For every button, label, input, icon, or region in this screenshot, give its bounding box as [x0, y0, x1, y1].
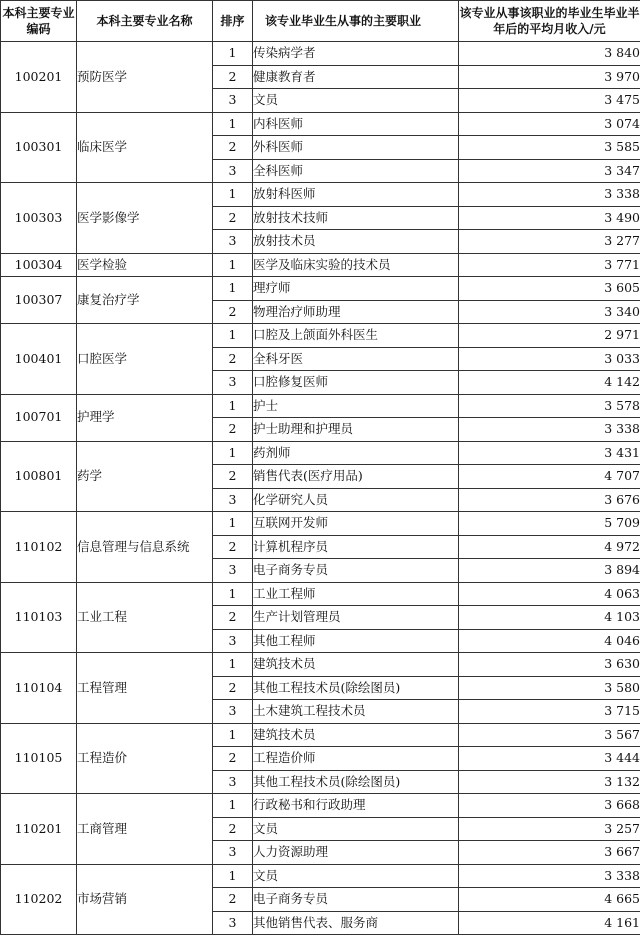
income-cell: 3 667: [459, 841, 640, 865]
major-code-cell: 100701: [1, 394, 77, 441]
rank-cell: 1: [213, 864, 253, 888]
rank-cell: 2: [213, 606, 253, 630]
occupation-cell: 健康教育者: [253, 65, 459, 89]
occupation-cell: 销售代表(医疗用品): [253, 465, 459, 489]
table-row: [1, 324, 640, 348]
rank-cell: 1: [213, 723, 253, 747]
occupation-cell: 工业工程师: [253, 582, 459, 606]
major-name-cell: 工业工程: [77, 582, 213, 653]
occupation-cell: 其他销售代表、服务商: [253, 911, 459, 935]
rank-cell: 2: [213, 136, 253, 160]
income-cell: 4 161: [459, 911, 640, 935]
rank-cell: 1: [213, 512, 253, 536]
occupation-cell: 建筑技术员: [253, 723, 459, 747]
major-code-cell: 100401: [1, 324, 77, 395]
income-cell: 4 142: [459, 371, 640, 395]
income-cell: 3 444: [459, 747, 640, 771]
income-cell: 3 347: [459, 159, 640, 183]
income-cell: 3 894: [459, 559, 640, 583]
income-cell: 3 475: [459, 89, 640, 113]
income-cell: 3 567: [459, 723, 640, 747]
table-row: [1, 794, 640, 818]
rank-cell: 2: [213, 65, 253, 89]
major-code-cell: 100303: [1, 183, 77, 254]
occupation-cell: 电子商务专员: [253, 559, 459, 583]
income-cell: 4 707: [459, 465, 640, 489]
header-occupation: 该专业毕业生从事的主要职业: [253, 1, 459, 42]
occupation-cell: 护士: [253, 394, 459, 418]
occupation-cell: 物理治疗师助理: [253, 300, 459, 324]
major-name-cell: 护理学: [77, 394, 213, 441]
occupation-cell: 互联网开发师: [253, 512, 459, 536]
rank-cell: 1: [213, 277, 253, 301]
rank-cell: 3: [213, 629, 253, 653]
major-name-cell: 市场营销: [77, 864, 213, 935]
rank-cell: 1: [213, 112, 253, 136]
rank-cell: 3: [213, 700, 253, 724]
rank-cell: 3: [213, 911, 253, 935]
major-name-cell: 工程造价: [77, 723, 213, 794]
occupation-cell: 生产计划管理员: [253, 606, 459, 630]
rank-cell: 3: [213, 159, 253, 183]
occupation-cell: 医学及临床实验的技术员: [253, 253, 459, 277]
table-body: [1, 42, 640, 935]
major-code-cell: 100301: [1, 112, 77, 183]
occupation-cell: 全科牙医: [253, 347, 459, 371]
rank-cell: 1: [213, 653, 253, 677]
header-rank: 排序: [213, 1, 253, 42]
major-name-cell: 医学检验: [77, 253, 213, 277]
occupation-cell: 行政秘书和行政助理: [253, 794, 459, 818]
rank-cell: 2: [213, 535, 253, 559]
rank-cell: 2: [213, 747, 253, 771]
income-cell: 3 771: [459, 253, 640, 277]
major-name-cell: 口腔医学: [77, 324, 213, 395]
rank-cell: 2: [213, 817, 253, 841]
major-code-cell: 110102: [1, 512, 77, 583]
major-name-cell: 工程管理: [77, 653, 213, 724]
table-row: [1, 512, 640, 536]
rank-cell: 3: [213, 89, 253, 113]
occupation-cell: 建筑技术员: [253, 653, 459, 677]
rank-cell: 1: [213, 441, 253, 465]
rank-cell: 2: [213, 676, 253, 700]
major-name-cell: 预防医学: [77, 42, 213, 113]
occupation-cell: 放射科医师: [253, 183, 459, 207]
table-row: [1, 183, 640, 207]
income-cell: 3 340: [459, 300, 640, 324]
income-cell: 3 132: [459, 770, 640, 794]
occupation-cell: 土木建筑工程技术员: [253, 700, 459, 724]
table-row: [1, 723, 640, 747]
occupation-cell: 其他工程技术员(除绘图员): [253, 770, 459, 794]
income-cell: 4 063: [459, 582, 640, 606]
table-row: [1, 394, 640, 418]
income-cell: 3 970: [459, 65, 640, 89]
occupation-cell: 内科医师: [253, 112, 459, 136]
occupation-cell: 放射技术员: [253, 230, 459, 254]
major-code-cell: 110202: [1, 864, 77, 935]
major-name-cell: 康复治疗学: [77, 277, 213, 324]
header-major-code: 本科主要专业编码: [1, 1, 77, 42]
occupation-cell: 其他工程技术员(除绘图员): [253, 676, 459, 700]
major-code-cell: 110201: [1, 794, 77, 865]
income-cell: 3 630: [459, 653, 640, 677]
table-row: [1, 112, 640, 136]
income-cell: 3 578: [459, 394, 640, 418]
income-cell: 3 668: [459, 794, 640, 818]
rank-cell: 3: [213, 230, 253, 254]
income-cell: 3 033: [459, 347, 640, 371]
rank-cell: 1: [213, 582, 253, 606]
major-code-cell: 110105: [1, 723, 77, 794]
occupation-cell: 护士助理和护理员: [253, 418, 459, 442]
header-income: 该专业从事该职业的毕业生毕业半年后的平均月收入/元: [459, 1, 640, 42]
occupation-cell: 文员: [253, 817, 459, 841]
major-name-cell: 药学: [77, 441, 213, 512]
occupation-cell: 口腔修复医师: [253, 371, 459, 395]
income-cell: 2 971: [459, 324, 640, 348]
rank-cell: 3: [213, 488, 253, 512]
occupation-cell: 理疗师: [253, 277, 459, 301]
table-row: [1, 653, 640, 677]
income-cell: 4 046: [459, 629, 640, 653]
table-row: [1, 441, 640, 465]
income-cell: 3 585: [459, 136, 640, 160]
occupation-cell: 计算机程序员: [253, 535, 459, 559]
rank-cell: 3: [213, 371, 253, 395]
major-code-cell: 100801: [1, 441, 77, 512]
major-code-cell: 100307: [1, 277, 77, 324]
income-cell: 3 338: [459, 864, 640, 888]
major-name-cell: 信息管理与信息系统: [77, 512, 213, 583]
income-cell: 4 972: [459, 535, 640, 559]
major-code-cell: 110104: [1, 653, 77, 724]
occupation-cell: 放射技术技师: [253, 206, 459, 230]
income-cell: 5 709: [459, 512, 640, 536]
income-cell: 3 605: [459, 277, 640, 301]
major-code-cell: 100201: [1, 42, 77, 113]
table-row: [1, 277, 640, 301]
occupation-cell: 人力资源助理: [253, 841, 459, 865]
header-major-name: 本科主要专业名称: [77, 1, 213, 42]
income-cell: 3 676: [459, 488, 640, 512]
income-cell: 3 257: [459, 817, 640, 841]
income-cell: 3 338: [459, 418, 640, 442]
income-cell: 3 338: [459, 183, 640, 207]
occupation-cell: 外科医师: [253, 136, 459, 160]
major-name-cell: 临床医学: [77, 112, 213, 183]
income-cell: 3 840: [459, 42, 640, 66]
table-row: [1, 42, 640, 66]
rank-cell: 1: [213, 794, 253, 818]
rank-cell: 1: [213, 42, 253, 66]
rank-cell: 3: [213, 559, 253, 583]
occupation-cell: 化学研究人员: [253, 488, 459, 512]
rank-cell: 1: [213, 324, 253, 348]
rank-cell: 1: [213, 253, 253, 277]
income-cell: 3 580: [459, 676, 640, 700]
occupation-cell: 文员: [253, 89, 459, 113]
rank-cell: 2: [213, 300, 253, 324]
income-cell: 3 277: [459, 230, 640, 254]
income-cell: 3 490: [459, 206, 640, 230]
table-row: [1, 864, 640, 888]
header-row: [1, 1, 640, 42]
income-cell: 3 715: [459, 700, 640, 724]
rank-cell: 2: [213, 206, 253, 230]
major-name-cell: 医学影像学: [77, 183, 213, 254]
major-code-cell: 110103: [1, 582, 77, 653]
rank-cell: 2: [213, 347, 253, 371]
occupation-cell: 其他工程师: [253, 629, 459, 653]
rank-cell: 3: [213, 770, 253, 794]
major-name-cell: 工商管理: [77, 794, 213, 865]
occupation-cell: 全科医师: [253, 159, 459, 183]
rank-cell: 2: [213, 418, 253, 442]
rank-cell: 1: [213, 183, 253, 207]
income-cell: 3 074: [459, 112, 640, 136]
table-row: [1, 582, 640, 606]
occupation-cell: 口腔及上颌面外科医生: [253, 324, 459, 348]
rank-cell: 2: [213, 888, 253, 912]
occupation-cell: 文员: [253, 864, 459, 888]
rank-cell: 3: [213, 841, 253, 865]
occupation-cell: 电子商务专员: [253, 888, 459, 912]
table-row: [1, 253, 640, 277]
occupation-cell: 工程造价师: [253, 747, 459, 771]
major-code-cell: 100304: [1, 253, 77, 277]
rank-cell: 2: [213, 465, 253, 489]
income-cell: 3 431: [459, 441, 640, 465]
income-cell: 4 103: [459, 606, 640, 630]
occupation-cell: 传染病学者: [253, 42, 459, 66]
income-cell: 4 665: [459, 888, 640, 912]
rank-cell: 1: [213, 394, 253, 418]
occupation-cell: 药剂师: [253, 441, 459, 465]
